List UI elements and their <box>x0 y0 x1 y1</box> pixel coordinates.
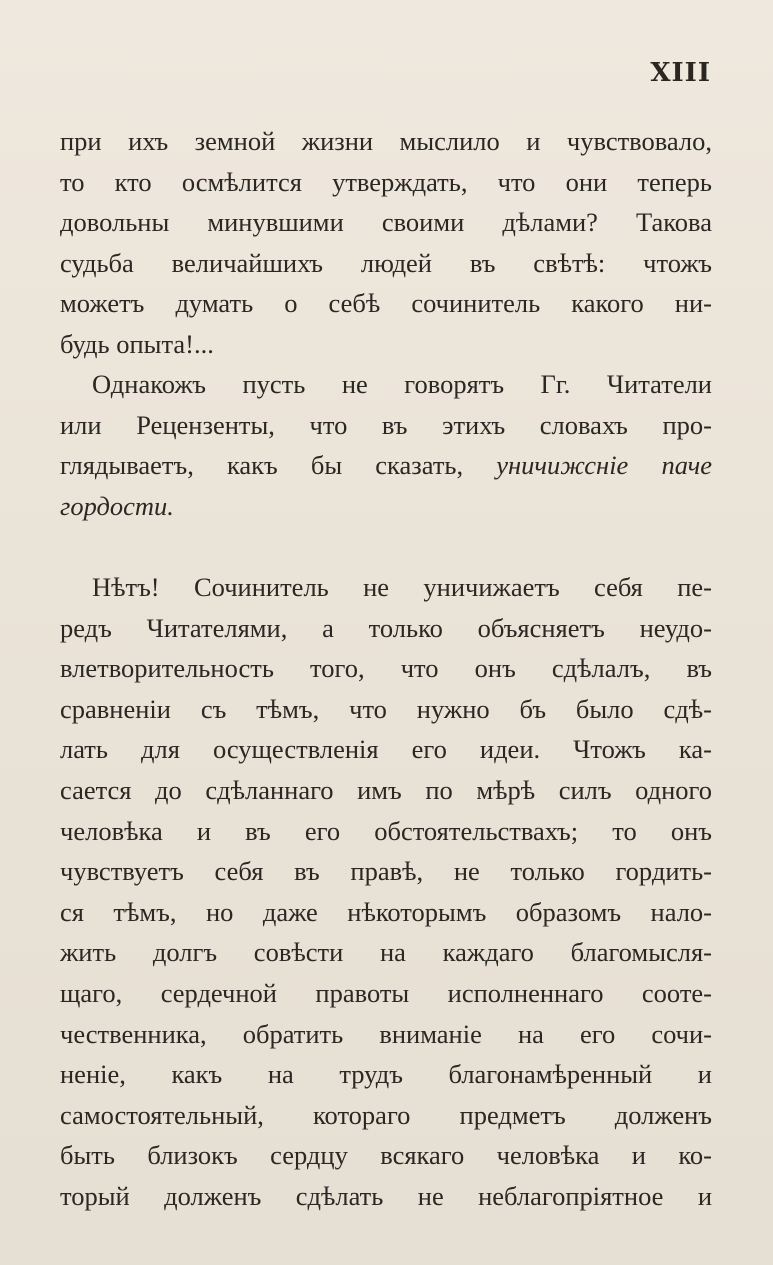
text-line: лать для осуществленія его идеи. Чтожъ ка- <box>60 734 712 765</box>
text-line: жить долгъ совѣсти на каждаго благомысля- <box>60 937 712 968</box>
text-line: человѣка и въ его обстоятельствахъ; то онъ <box>60 815 712 846</box>
text-line: сается до сдѣланнаго имъ по мѣрѣ силъ одного <box>60 774 712 805</box>
text-line: чувствуетъ себя въ правѣ, не только гордить- <box>60 856 712 887</box>
text-line: редъ Читателями, а только объясняетъ неудо- <box>60 612 712 643</box>
text-line: судьба величайшихъ людей въ свѣтѣ: чтожъ <box>60 247 712 278</box>
text-line: быть близокъ сердцу всякаго человѣка и ко- <box>60 1140 712 1171</box>
paragraph-3 <box>60 567 712 1217</box>
text-line: неніе, какъ на трудъ благонамѣренный и <box>60 1059 712 1090</box>
paragraph-1 <box>60 121 712 365</box>
text-line: влетворительность того, что онъ сдѣлалъ, въ <box>60 653 712 684</box>
text-line: торый долженъ сдѣлать не неблагопріятное и <box>60 1180 712 1211</box>
text-line: можетъ думать о себѣ сочинитель какого ни- <box>60 288 712 319</box>
paragraph-2 <box>60 364 712 526</box>
text-line: сравненіи съ тѣмъ, что нужно бъ было сдѣ- <box>60 693 712 724</box>
text-line: гордости. <box>60 490 174 521</box>
text-line: Нѣтъ! Сочинитель не уничижаетъ себя пе- <box>92 572 712 602</box>
text-line: самостоятельный, котораго предметъ долженъ <box>60 1099 712 1130</box>
text-line-part: глядываетъ, какъ бы сказать, <box>60 450 464 481</box>
text-line: Однакожъ пусть не говорятъ Гг. Читатели <box>92 369 712 399</box>
text-line: будь опыта!... <box>60 328 214 359</box>
text-line: или Рецензенты, что въ этихъ словахъ про- <box>60 409 712 440</box>
text-line: щаго, сердечной правоты исполненнаго сооте- <box>60 977 712 1008</box>
italic-phrase: уничижсніе паче <box>496 450 712 481</box>
text-line: довольны минувшими своими дѣлами? Такова <box>60 207 712 238</box>
text-line: ся тѣмъ, но даже нѣкоторымъ образомъ нало- <box>60 896 712 927</box>
text-line: при ихъ земной жизни мыслило и чувствовало, <box>60 126 712 156</box>
page-number: XIII <box>650 58 711 88</box>
text-line-with-italic <box>60 445 712 486</box>
text-line: то кто осмѣлится утверждать, что они теперь <box>60 166 712 197</box>
text-line: чественника, обратить вниманіе на его сочи- <box>60 1018 712 1049</box>
